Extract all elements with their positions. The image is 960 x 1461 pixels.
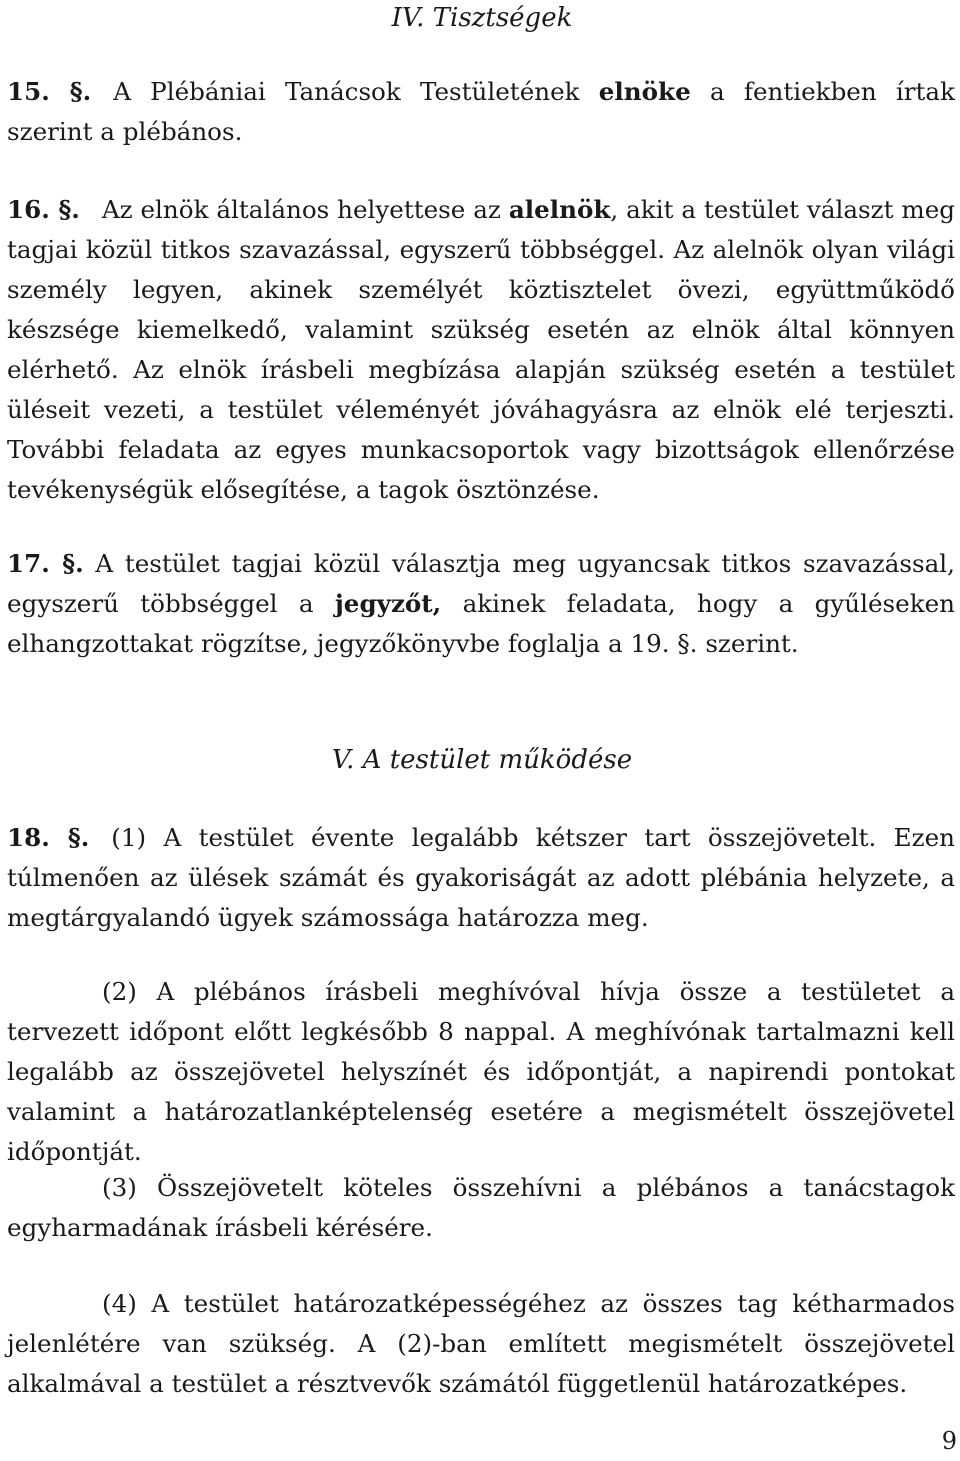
bold-term-jegyzot: jegyzőt,: [334, 589, 442, 618]
paragraph-18-3: (3) Összejövetelt köteles összehívni a plébános a tanácstagok egyharmadának írásbeli kérésére.: [7, 1173, 955, 1242]
paragraph-text: a fentiekben írtak szerint a plébános.: [7, 77, 956, 146]
paragraph-number: 16. §.: [7, 195, 80, 224]
paragraph-15: [7, 72, 955, 152]
paragraph-text: A Plébániai Tanácsok Testületének: [113, 77, 599, 106]
paragraph-18-1: [7, 818, 955, 938]
paragraph-17: [7, 544, 955, 664]
paragraph-text: Az elnök általános helyettese az: [101, 195, 509, 224]
paragraph-text: , akit a testület választ meg tagjai közül titkos szavazással, egyszerű többséggel. Az alelnök olyan világi személy legyen, akinek személyét köztisztelet övezi, együttműködő készsége kiemelkedő, valamint szükség esetén az elnök által könnyen elérhető. Az elnök írásbeli megbízása alapján szükség esetén a testület üléseit vezeti, a testület véleményét jóváhagyásra az elnök elé terjeszti. További feladata az egyes munkacsoportok vagy bizottságok ellenőrzése tevékenységük elősegítése, a tagok ösztönzése.: [7, 195, 955, 504]
paragraph-number: 15. §.: [7, 77, 92, 106]
paragraph-18-4: (4) A testület határozatképességéhez az összes tag kétharmados jelenlétére van szükség. A (2)-ban említett megismételt összejövetel alkalmával a testület a résztvevők számától függetlenül határozatképes.: [7, 1289, 955, 1398]
paragraph-text: A testület tagjai közül választja meg ugyancsak titkos szavazással, egyszerű többséggel a: [7, 549, 955, 618]
paragraph-text: (1) A testület évente legalább kétszer tart összejövetelt. Ezen túlmenően az ülések számát és gyakoriságát az adott plébánia helyzete, a megtárgyalandó ügyek számossága határozza meg.: [7, 823, 955, 932]
paragraph-number: 17. §.: [7, 549, 84, 578]
paragraph-16: [7, 190, 955, 510]
bold-term-alelnok: alelnök: [508, 195, 611, 224]
bold-term-elnoke: elnöke: [598, 77, 691, 106]
paragraph-18-2: (2) A plébános írásbeli meghívóval hívja össze a testületet a tervezett időpont előtt legkésőbb 8 nappal. A meghívónak tartalmazni kell legalább az összejövetel helyszínét és időpontját, a napirendi pontokat valamint a határozatlanképtelenség esetére a megismételt összejövetel időpontját.: [7, 977, 955, 1166]
paragraph-text: akinek feladata, hogy a gyűléseken elhangzottakat rögzítse, jegyzőkönyvbe foglalja a 19. §. szerint.: [7, 589, 955, 658]
page-number: 9: [941, 1427, 957, 1455]
paragraph-number: 18. §.: [7, 823, 90, 852]
section-title-v: V. A testület működése: [331, 745, 633, 775]
section-title-iv: IV. Tisztségek: [391, 3, 573, 33]
